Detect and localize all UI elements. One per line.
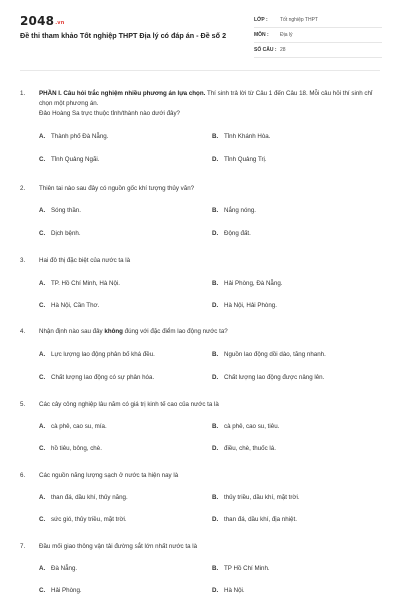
option-text: Lực lượng lao động phân bố khá đều. <box>51 351 155 358</box>
option-text: Tỉnh Quảng Ngãi. <box>51 156 100 163</box>
option-1d[interactable] <box>212 155 267 165</box>
option-letter: B. <box>212 423 219 430</box>
question-number: 2. <box>20 185 26 192</box>
option-letter: B. <box>212 280 219 287</box>
option-4c[interactable] <box>39 373 154 383</box>
option-4a[interactable] <box>39 350 155 360</box>
option-7b[interactable] <box>212 564 270 574</box>
option-text: Nắng nóng. <box>224 207 256 214</box>
question-text: Hai đô thị đặc biệt của nước ta là <box>39 257 131 264</box>
option-letter: D. <box>212 445 219 452</box>
option-letter: A. <box>39 565 46 572</box>
question-text: Thiên tai nào sau đây có nguồn gốc khí tượng thủy văn? <box>39 185 195 192</box>
option-letter: C. <box>39 230 46 237</box>
site-logo[interactable] <box>20 14 65 28</box>
question-text: Các nguồn năng lượng sạch ở nước ta hiện nay là <box>39 472 179 479</box>
question-emphasis: không <box>104 328 123 335</box>
option-letter: D. <box>212 156 219 163</box>
option-letter: A. <box>39 494 46 501</box>
option-letter: C. <box>39 445 46 452</box>
option-letter: B. <box>212 207 219 214</box>
option-letter: D. <box>212 516 219 523</box>
option-6c[interactable] <box>39 515 127 525</box>
meta-label: MÔN : <box>254 32 269 38</box>
option-text: Hà Nội, Hải Phòng. <box>224 302 277 309</box>
option-letter: C. <box>39 374 46 381</box>
meta-label: LỚP : <box>254 17 268 23</box>
option-5d[interactable] <box>212 444 276 454</box>
option-letter: C. <box>39 302 46 309</box>
option-letter: A. <box>39 423 46 430</box>
option-text: TP. Hồ Chí Minh, Hà Nội. <box>51 280 121 287</box>
option-letter: D. <box>212 302 219 309</box>
option-3d[interactable] <box>212 301 277 311</box>
option-letter: A. <box>39 207 46 214</box>
option-letter: B. <box>212 565 219 572</box>
meta-row-count <box>254 43 382 58</box>
option-text: Đà Nẵng. <box>51 565 78 572</box>
option-text: Sóng thần. <box>51 207 81 214</box>
option-text: Hà Nội. <box>224 587 245 594</box>
option-2d[interactable] <box>212 229 251 239</box>
option-4b[interactable] <box>212 350 326 360</box>
option-text: Hà Nội, Cần Thơ. <box>51 302 100 309</box>
option-text: Thành phố Đà Nẵng. <box>51 133 109 140</box>
option-text: Động đất. <box>224 230 251 237</box>
option-letter: A. <box>39 280 46 287</box>
question-number: 5. <box>20 401 26 408</box>
section-instructions: Thí sinh trả lời từ Câu 1 đến Câu 18. Mỗi câu hỏi thí sinh chỉ chọn một phương án. <box>39 90 373 107</box>
exam-meta <box>254 13 382 58</box>
logo-suffix: .vn <box>55 20 65 26</box>
option-5a[interactable] <box>39 422 107 432</box>
option-5b[interactable] <box>212 422 279 432</box>
meta-value: 28 <box>280 47 286 53</box>
question-text-start: Nhận định nào sau đây <box>39 328 105 335</box>
option-letter: C. <box>39 516 46 523</box>
option-7d[interactable] <box>212 586 245 596</box>
option-text: Chất lượng lao động có sự phân hóa. <box>51 374 155 381</box>
option-text: Tỉnh Khánh Hòa. <box>224 133 271 140</box>
option-text: than đá, dầu khí, thủy năng. <box>51 494 128 501</box>
option-text: thủy triều, dầu khí, mặt trời. <box>224 494 300 501</box>
meta-value: Tốt nghiệp THPT <box>280 17 318 23</box>
question-text <box>39 89 379 119</box>
option-letter: D. <box>212 587 219 594</box>
header-divider <box>20 70 380 71</box>
option-text: than đá, dầu khí, địa nhiệt. <box>224 516 297 523</box>
option-letter: B. <box>212 351 219 358</box>
option-2b[interactable] <box>212 206 256 216</box>
option-letter: B. <box>212 494 219 501</box>
option-7c[interactable] <box>39 586 82 596</box>
option-3b[interactable] <box>212 279 282 289</box>
question-number: 4. <box>20 328 26 335</box>
option-letter: D. <box>212 230 219 237</box>
option-letter: A. <box>39 133 46 140</box>
option-5c[interactable] <box>39 444 102 454</box>
question-number: 7. <box>20 543 26 550</box>
option-letter: D. <box>212 374 219 381</box>
page-header <box>0 0 400 66</box>
meta-row-class <box>254 13 382 28</box>
option-letter: A. <box>39 351 46 358</box>
option-3c[interactable] <box>39 301 99 311</box>
option-text: Hải Phòng. <box>51 587 82 594</box>
question-prompt: Đảo Hoàng Sa trực thuộc tỉnh/thành nào dưới đây? <box>39 110 180 117</box>
option-text: Chất lượng lao động được nâng lên. <box>224 374 325 381</box>
option-text: Dịch bệnh. <box>51 230 81 237</box>
option-1c[interactable] <box>39 155 100 165</box>
option-text: Nguồn lao động dồi dào, tăng nhanh. <box>224 351 326 358</box>
question-text <box>39 327 379 337</box>
question-text: Đầu mối giao thông vận tải đường sắt lớn nhất nước ta là <box>39 543 198 550</box>
meta-label: SỐ CÂU : <box>254 47 277 53</box>
option-2c[interactable] <box>39 229 81 239</box>
section-heading: PHẦN I. Câu hỏi trắc nghiệm nhiều phương án lựa chọn. <box>39 90 206 97</box>
option-text: điều, chè, thuốc lá. <box>224 445 276 452</box>
option-6b[interactable] <box>212 493 300 503</box>
option-text: TP Hồ Chí Minh. <box>224 565 270 572</box>
exam-title: Đề thi tham khảo Tốt nghiệp THPT Địa lý có đáp án - Đề số 2 <box>20 31 227 40</box>
question-number: 6. <box>20 472 26 479</box>
option-text: hồ tiêu, bông, chè. <box>51 445 102 452</box>
option-1b[interactable] <box>212 132 270 142</box>
option-letter: B. <box>212 133 219 140</box>
option-4d[interactable] <box>212 373 324 383</box>
question-text-end: đúng với đặc điểm lao động nước ta? <box>122 328 228 335</box>
question-text: Các cây công nghiệp lâu năm có giá trị kinh tế cao của nước ta là <box>39 401 219 408</box>
option-letter: C. <box>39 156 46 163</box>
logo-text: 2048 <box>20 14 55 28</box>
option-text: Tỉnh Quảng Trị. <box>224 156 267 163</box>
option-6d[interactable] <box>212 515 297 525</box>
option-text: sức gió, thủy triều, mặt trời. <box>51 516 127 523</box>
option-6a[interactable] <box>39 493 128 503</box>
option-3a[interactable] <box>39 279 120 289</box>
option-text: cà phê, cao su, tiêu. <box>224 423 280 430</box>
meta-row-subject <box>254 28 382 43</box>
option-text: Hải Phòng, Đà Nẵng. <box>224 280 283 287</box>
option-2a[interactable] <box>39 206 81 216</box>
meta-value: Địa lý <box>280 32 293 38</box>
question-number: 1. <box>20 90 26 97</box>
question-number: 3. <box>20 257 26 264</box>
option-text: cà phê, cao su, mía. <box>51 423 107 430</box>
option-7a[interactable] <box>39 564 77 574</box>
option-1a[interactable] <box>39 132 108 142</box>
option-letter: C. <box>39 587 46 594</box>
